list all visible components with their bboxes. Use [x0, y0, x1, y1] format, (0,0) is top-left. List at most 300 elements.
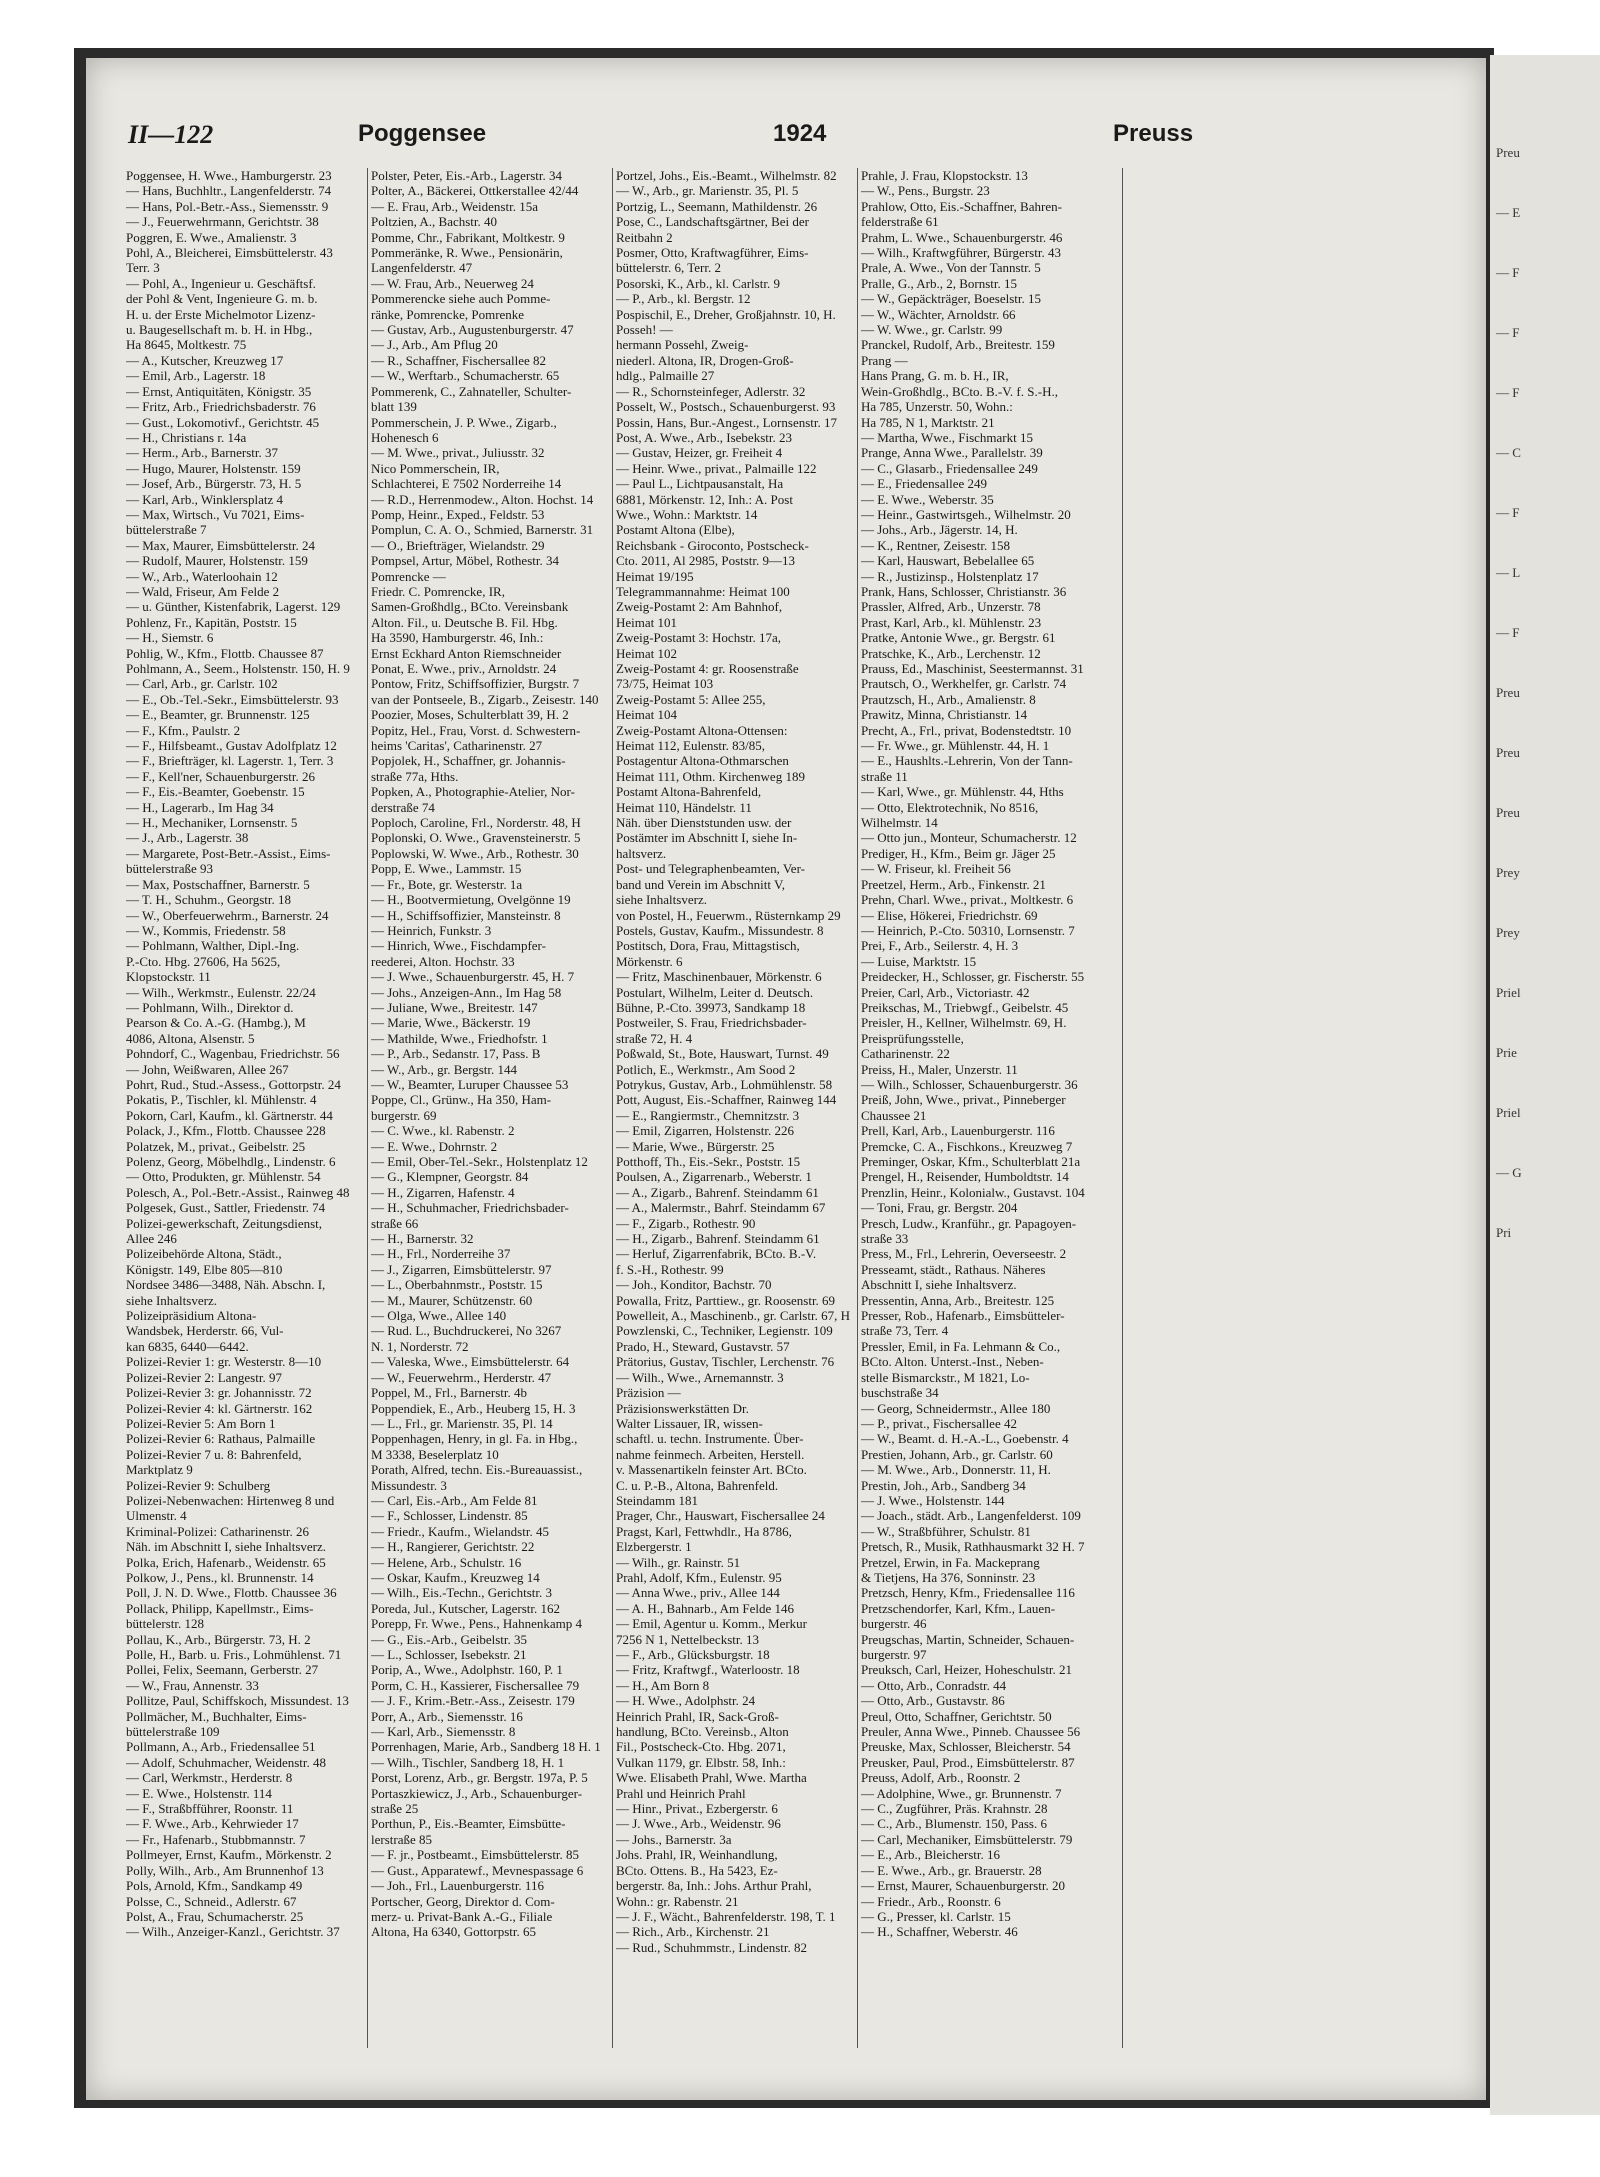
adjacent-page-fragment: — G: [1496, 1165, 1522, 1180]
directory-entry: Pommerenk, C., Zahnateller, Schulter-: [371, 383, 572, 399]
directory-entry: Pohndorf, C., Wagenbau, Friedrichstr. 56: [126, 1046, 340, 1062]
directory-entry: Polizei-Revier 1: gr. Westerstr. 8—10: [126, 1354, 322, 1370]
directory-entry: — H., Rangierer, Gerichtstr. 22: [371, 1539, 535, 1555]
directory-entry: Post, A. Wwe., Arb., Isebekstr. 23: [616, 429, 792, 445]
directory-entry: Wandsbek, Herderstr. 66, Vul-: [126, 1323, 284, 1339]
directory-entry: Posselt, W., Postsch., Schauenburgerst. 93: [616, 399, 836, 415]
directory-entry: — Joh., Frl., Lauenburgerstr. 116: [371, 1878, 544, 1894]
directory-entry: Näh. im Abschnitt I, siehe Inhaltsverz.: [126, 1539, 327, 1555]
directory-entry: Klopstockstr. 11: [126, 969, 211, 985]
directory-entry: — H., Am Born 8: [616, 1677, 710, 1693]
directory-entry: — Otto, Arb., Conradstr. 44: [861, 1677, 1007, 1693]
directory-entry: u. Baugesellschaft m. b. H. in Hbg.,: [126, 322, 313, 338]
directory-entry: Prado, H., Steward, Gustavstr. 57: [616, 1338, 790, 1354]
directory-entry: Portscher, Georg, Direktor d. Com-: [371, 1893, 555, 1909]
directory-entry: — W., Frau, Annenstr. 33: [126, 1677, 259, 1693]
directory-entry: — L., Schlosser, Isebekstr. 21: [371, 1647, 527, 1662]
directory-entry: Premcke, C. A., Fischkons., Kreuzweg 7: [861, 1138, 1073, 1154]
directory-entry: Catharinenstr. 22: [861, 1046, 950, 1062]
directory-entry: — W., Arb., gr. Marienstr. 35, Pl. 5: [616, 183, 799, 199]
directory-entry: — Paul L., Lichtpausanstalt, Ha: [616, 476, 784, 492]
directory-entry: blatt 139: [371, 399, 417, 415]
directory-entry: — Max, Wirtsch., Vu 7021, Eims-: [126, 506, 305, 522]
directory-entry: Cto. 2011, Al 2985, Poststr. 9—13: [616, 553, 796, 569]
directory-entry: — Josef, Arb., Bürgerstr. 73, H. 5: [126, 476, 302, 492]
directory-entry: — Pohlmann, Wilh., Direktor d.: [126, 999, 294, 1015]
directory-entry: Kriminal-Polizei: Catharinenstr. 26: [126, 1523, 310, 1539]
column-5: [1126, 168, 1366, 2068]
directory-entry: Polizei-gewerkschaft, Zeitungsdienst,: [126, 1215, 323, 1231]
directory-entry: Poltzien, A., Bachstr. 40: [371, 214, 498, 230]
directory-entry: — W., Wächter, Arnoldstr. 66: [861, 306, 1016, 322]
directory-entry: — R., Justizinsp., Holstenplatz 17: [861, 568, 1039, 584]
directory-entry: Ulmenstr. 4: [126, 1508, 187, 1524]
directory-entry: Polatzek, M., privat., Geibelstr. 25: [126, 1138, 306, 1154]
directory-entry: Poßwald, St., Bote, Hauswart, Turnst. 49: [616, 1046, 829, 1062]
directory-entry: Pompsel, Artur, Möbel, Rothestr. 34: [371, 553, 559, 569]
directory-entry: — Hugo, Maurer, Holstenstr. 159: [126, 460, 301, 476]
directory-entry: — Otto, Arb., Gustavstr. 86: [861, 1693, 1005, 1709]
directory-entry: Preugschas, Martin, Schneider, Schauen-: [861, 1631, 1075, 1647]
directory-entry: — H., Frl., Norderreihe 37: [371, 1246, 511, 1262]
directory-entry: — Wilh., Wwe., Arnemannstr. 3: [616, 1369, 784, 1385]
directory-entry: Prawitz, Minna, Christianstr. 14: [861, 707, 1028, 723]
directory-entry: Poplowski, W. Wwe., Arb., Rothestr. 30: [371, 845, 579, 861]
adjacent-page-fragment: — F: [1496, 385, 1520, 400]
directory-entry: Königstr. 149, Elbe 805—810: [126, 1261, 283, 1277]
directory-entry: Präzisionswerkstätten Dr.: [616, 1400, 749, 1416]
directory-entry: — Ernst, Maurer, Schauenburgerstr. 20: [861, 1878, 1065, 1894]
directory-entry: Portaszkiewicz, J., Arb., Schauenburger-: [371, 1785, 583, 1801]
directory-entry: Preisler, H., Kellner, Wilhelmstr. 69, H.: [861, 1015, 1067, 1031]
directory-entry: Preiss, H., Maler, Unzerstr. 11: [861, 1061, 1018, 1077]
directory-entry: — Gustav, Heizer, gr. Freiheit 4: [616, 445, 783, 461]
directory-entry: — Max, Postschaffner, Barnerstr. 5: [126, 876, 310, 892]
directory-entry: Pralle, G., Arb., 2, Bornstr. 15: [861, 275, 1017, 291]
directory-entry: Heinrich Prahl, IR, Sack-Groß-: [616, 1708, 779, 1724]
directory-entry: — Heinr., Gastwirtsgeh., Wilhelmstr. 20: [861, 506, 1071, 522]
directory-entry: Johs. Prahl, IR, Weinhandlung,: [616, 1847, 778, 1863]
directory-entry: — Georg, Schneidermstr., Allee 180: [861, 1400, 1051, 1416]
directory-entry: Ponat, E. Wwe., priv., Arnoldstr. 24: [371, 661, 557, 676]
directory-entry: Chaussee 21: [861, 1107, 927, 1123]
directory-entry: Nico Pommerschein, IR,: [371, 460, 500, 476]
directory-entry: — Fritz, Maschinenbauer, Mörkenstr. 6: [616, 969, 822, 985]
directory-entry: — C., Arb., Blumenstr. 150, Pass. 6: [861, 1816, 1047, 1832]
directory-entry: — F. jr., Postbeamt., Eimsbüttelerstr. 85: [371, 1847, 580, 1863]
directory-entry: büttelerstraße 7: [126, 522, 207, 538]
adjacent-page-fragment: — F: [1496, 265, 1520, 280]
directory-entry: Wilhelmstr. 14: [861, 815, 938, 831]
directory-entry: — Adolphine, Wwe., gr. Brunnenstr. 7: [861, 1785, 1062, 1801]
directory-entry: Posorski, K., Arb., kl. Carlstr. 9: [616, 275, 780, 291]
directory-entry: Missundestr. 3: [371, 1477, 447, 1493]
directory-entry: Prahl und Heinrich Prahl: [616, 1785, 746, 1801]
directory-entry: Polizei-Revier 3: gr. Johannisstr. 72: [126, 1385, 312, 1401]
directory-entry: — W., Beamt. d. H.-A.-L., Goebenstr. 4: [861, 1431, 1069, 1447]
directory-entry: — A., Zigarb., Bahrenf. Steindamm 61: [616, 1184, 819, 1200]
directory-entry: felderstraße 61: [861, 214, 939, 230]
directory-entry: Prediger, H., Kfm., Beim gr. Jäger 25: [861, 845, 1056, 861]
directory-entry: Poppendiek, E., Arb., Heuberg 15, H. 3: [371, 1400, 576, 1416]
directory-entry: — Wilh., gr. Rainstr. 51: [616, 1554, 741, 1570]
directory-entry: Prautzsch, H., Arb., Amalienstr. 8: [861, 691, 1036, 707]
directory-entry: — G., Klempner, Georgstr. 84: [371, 1169, 529, 1185]
directory-entry: Altona, Ha 6340, Gottorpstr. 65: [371, 1924, 537, 1940]
directory-entry: — Valeska, Wwe., Eimsbüttelerstr. 64: [371, 1354, 570, 1370]
directory-entry: — G., Eis.-Arb., Geibelstr. 35: [371, 1631, 527, 1647]
directory-entry: — T. H., Schuhm., Georgstr. 18: [126, 892, 292, 908]
directory-entry: Poplonski, O. Wwe., Gravensteinerstr. 5: [371, 830, 581, 846]
directory-entry: Pretzel, Erwin, in Fa. Mackeprang: [861, 1554, 1040, 1570]
directory-entry: — W., Arb., gr. Bergstr. 144: [371, 1061, 518, 1077]
directory-entry: — John, Weißwaren, Allee 267: [126, 1061, 289, 1077]
directory-entry: — H., Schaffner, Weberstr. 46: [861, 1924, 1018, 1940]
directory-entry: — E. Wwe., Arb., gr. Brauerstr. 28: [861, 1862, 1042, 1878]
directory-entry: — J. F., Wächt., Bahrenfelderstr. 198, T. 1: [616, 1908, 836, 1924]
directory-entry: burgerstr. 97: [861, 1647, 927, 1662]
directory-entry: Poppenhagen, Henry, in gl. Fa. in Hbg.,: [371, 1431, 578, 1447]
directory-entry: Walter Lissauer, IR, wissen-: [616, 1415, 763, 1431]
directory-entry: Powzlenski, C., Techniker, Legienstr. 109: [616, 1323, 833, 1339]
directory-entry: Preusker, Paul, Prod., Eimsbüttelerstr. 87: [861, 1754, 1075, 1770]
directory-entry: straße 66: [371, 1215, 419, 1231]
directory-entry: Telegrammannahme: Heimat 100: [616, 583, 790, 599]
directory-entry: — u. Günther, Kistenfabrik, Lagerst. 129: [126, 599, 341, 615]
column-4: [861, 168, 1101, 2068]
directory-entry: Allee 246: [126, 1231, 177, 1247]
directory-entry: — H., Bootvermietung, Ovelgönne 19: [371, 892, 571, 908]
directory-entry: Pressler, Emil, in Fa. Lehmann & Co.,: [861, 1338, 1061, 1354]
directory-entry: Polenz, Georg, Möbelhdlg., Lindenstr. 6: [126, 1154, 336, 1169]
directory-entry: Preminger, Oskar, Kfm., Schulterblatt 21a: [861, 1154, 1081, 1169]
directory-entry: — J., Zigarren, Eimsbüttelerstr. 97: [371, 1261, 552, 1277]
directory-entry: — E. Wwe., Holstenstr. 114: [126, 1785, 272, 1801]
directory-entry: — Emil, Agentur u. Komm., Merkur: [616, 1616, 808, 1632]
directory-entry: — Olga, Wwe., Allee 140: [371, 1308, 507, 1324]
directory-entry: Pohlenz, Fr., Kapitän, Poststr. 15: [126, 614, 297, 630]
adjacent-page-fragment: Preu: [1496, 745, 1520, 760]
directory-entry: — F., Straßbfführer, Roonstr. 11: [126, 1801, 294, 1817]
directory-entry: — R., Schornsteinfeger, Adlerstr. 32: [616, 383, 806, 399]
directory-entry: — Karl, Arb., Winklersplatz 4: [126, 491, 284, 507]
directory-entry: Pragst, Karl, Fettwhdlr., Ha 8786,: [616, 1523, 792, 1539]
directory-entry: — W., Kommis, Friedenstr. 58: [126, 922, 286, 938]
directory-entry: — W., Arb., Waterloohain 12: [126, 568, 278, 584]
header-last-entry: Preuss: [1113, 120, 1194, 147]
directory-entry: — F., Eis.-Beamter, Goebenstr. 15: [126, 784, 305, 800]
directory-page: [86, 58, 1486, 2100]
directory-entry: — Otto, Elektrotechnik, No 8516,: [861, 799, 1039, 815]
directory-entry: — Adolf, Schuhmacher, Weidenstr. 48: [126, 1754, 327, 1770]
directory-entry: — Gust., Lokomotivf., Gerichtstr. 45: [126, 414, 320, 430]
directory-entry: hermann Possehl, Zweig-: [616, 337, 749, 353]
directory-entry: — Rudolf, Maurer, Holstenstr. 159: [126, 553, 308, 569]
directory-entry: 4086, Altona, Alsenstr. 5: [126, 1030, 255, 1046]
directory-entry: Poploch, Caroline, Frl., Norderstr. 48, H: [371, 815, 581, 831]
directory-entry: P.-Cto. Hbg. 27606, Ha 5625,: [126, 953, 281, 969]
directory-entry: büttelerstr. 6, Terr. 2: [616, 260, 721, 276]
directory-entry: büttelerstraße 93: [126, 861, 213, 877]
directory-entry: Popp, E. Wwe., Lammstr. 15: [371, 861, 522, 877]
directory-entry: Heimat 104: [616, 707, 678, 723]
directory-entry: — O., Briefträger, Wielandstr. 29: [371, 537, 545, 553]
directory-entry: Pratschke, K., Arb., Lerchenstr. 12: [861, 645, 1041, 661]
directory-entry: Poggren, E. Wwe., Amalienstr. 3: [126, 229, 297, 245]
directory-entry: siehe Inhaltsverz.: [126, 1292, 217, 1308]
directory-entry: Zweig-Postamt 4: gr. Roosenstraße: [616, 661, 799, 676]
directory-entry: — C., Zugführer, Präs. Krahnstr. 28: [861, 1801, 1048, 1817]
directory-entry: schaftl. u. techn. Instrumente. Über-: [616, 1431, 804, 1447]
directory-entry: Posseh! —: [616, 322, 673, 338]
directory-entry: — Karl, Hauswart, Bebelallee 65: [861, 553, 1035, 569]
directory-entry: Samen-Großhdlg., BCto. Vereinsbank: [371, 599, 569, 615]
directory-entry: Prager, Chr., Hauswart, Fischersallee 24: [616, 1508, 825, 1524]
directory-entry: Prast, Karl, Arb., kl. Mühlenstr. 23: [861, 614, 1042, 630]
directory-entry: — W., Oberfeuerwehrm., Barnerstr. 24: [126, 907, 329, 923]
directory-entry: Postels, Gustav, Kaufm., Missundestr. 8: [616, 922, 824, 938]
directory-entry: — W., Werftarb., Schumacherstr. 65: [371, 368, 560, 384]
directory-entry: Poppel, M., Frl., Barnerstr. 4b: [371, 1385, 527, 1401]
directory-entry: BCto. Alton. Unterst.-Inst., Neben-: [861, 1354, 1044, 1370]
adjacent-page-fragment: Prie: [1496, 1045, 1517, 1060]
adjacent-page-edge: [1490, 55, 1600, 2115]
directory-entry: — Wilh., Werkmstr., Eulenstr. 22/24: [126, 984, 316, 1000]
adjacent-page-fragment: Pri: [1496, 1225, 1512, 1240]
directory-entry: Prestin, Joh., Arb., Sandberg 34: [861, 1477, 1026, 1493]
directory-entry: — Marie, Wwe., Bürgerstr. 25: [616, 1138, 775, 1154]
directory-entry: — Margarete, Post-Betr.-Assist., Eims-: [126, 845, 331, 861]
directory-entry: Possin, Hans, Bur.-Angest., Lornsenstr. 17: [616, 414, 837, 430]
directory-entry: Pohlmann, A., Seem., Holstenstr. 150, H. 9: [126, 661, 350, 676]
directory-entry: Polka, Erich, Hafenarb., Weidenstr. 65: [126, 1554, 326, 1570]
directory-entry: — F., Hilfsbeamt., Gustav Adolfplatz 12: [126, 738, 337, 754]
directory-entry: Wwe. Elisabeth Prahl, Wwe. Martha: [616, 1770, 807, 1786]
directory-entry: Porm, C. H., Kassierer, Fischersallee 79: [371, 1677, 580, 1693]
directory-entry: Popjolek, H., Schaffner, gr. Johannis-: [371, 753, 566, 769]
directory-entry: — Friedr., Arb., Roonstr. 6: [861, 1893, 1001, 1909]
directory-entry: — E., Ob.-Tel.-Sekr., Eimsbüttelerstr. 93: [126, 691, 339, 707]
directory-entry: Prätorius, Gustav, Tischler, Lerchenstr. 76: [616, 1354, 835, 1370]
directory-entry: lerstraße 85: [371, 1831, 433, 1847]
directory-entry: — Hinrich, Wwe., Fischdampfer-: [371, 938, 546, 954]
directory-entry: Präzision —: [616, 1385, 681, 1401]
directory-entry: Pohl, A., Bleicherei, Eimsbüttelerstr. 43: [126, 245, 333, 261]
directory-entry: — J. Wwe., Schauenburgerstr. 45, H. 7: [371, 969, 575, 985]
directory-entry: Preier, Carl, Arb., Victoriastr. 42: [861, 984, 1030, 1000]
directory-entry: 6881, Mörkenstr. 12, Inh.: A. Post: [616, 491, 793, 507]
directory-entry: — F., Zigarb., Rothestr. 90: [616, 1215, 756, 1231]
directory-entry: Pohlig, W., Kfm., Flottb. Chaussee 87: [126, 645, 324, 661]
directory-entry: — W., Beamter, Luruper Chaussee 53: [371, 1076, 569, 1092]
directory-entry: — Heinrich, P.-Cto. 50310, Lornsenstr. 7: [861, 922, 1075, 938]
directory-entry: — Johs., Anzeigen-Ann., Im Hag 58: [371, 984, 562, 1000]
directory-entry: — W., Feuerwehrm., Herderstr. 47: [371, 1369, 552, 1385]
directory-entry: — R., Schaffner, Fischersallee 82: [371, 352, 547, 368]
directory-entry: — Joh., Konditor, Bachstr. 70: [616, 1277, 772, 1293]
directory-entry: Polly, Wilh., Arb., Am Brunnenhof 13: [126, 1862, 324, 1878]
directory-entry: — Anna Wwe., priv., Allee 144: [616, 1585, 780, 1601]
directory-entry: straße 33: [861, 1231, 909, 1247]
directory-entry: Polizei-Revier 2: Langestr. 97: [126, 1369, 282, 1385]
directory-entry: — Pohlmann, Walther, Dipl.-Ing.: [126, 938, 300, 954]
directory-entry: Polizeipräsidium Altona-: [126, 1308, 257, 1324]
directory-entry: — Ernst, Antiquitäten, Königstr. 35: [126, 383, 312, 399]
directory-entry: v. Massenartikeln feinster Art. BCto.: [616, 1462, 807, 1478]
directory-entry: Porst, Lorenz, Arb., gr. Bergstr. 197a, P. 5: [371, 1770, 588, 1786]
directory-entry: Poozier, Moses, Schulterblatt 39, H. 2: [371, 707, 569, 723]
page-header: [128, 120, 1218, 154]
directory-entry: Heimat 110, Händelstr. 11: [616, 799, 752, 815]
directory-entry: Prestien, Johann, Arb., gr. Carlstr. 60: [861, 1446, 1053, 1462]
directory-entry: merz- u. Privat-Bank A.-G., Filiale: [371, 1908, 553, 1924]
directory-entry: heims 'Caritas', Catharinenstr. 27: [371, 738, 543, 754]
directory-entry: — Fr., Hafenarb., Stubbmannstr. 7: [126, 1831, 306, 1847]
directory-entry: Pretzschendorfer, Karl, Kfm., Lauen-: [861, 1600, 1056, 1616]
directory-entry: Pokatis, P., Tischler, kl. Mühlenstr. 4: [126, 1092, 317, 1108]
directory-entry: — E. Wwe., Dohrnstr. 2: [371, 1138, 498, 1154]
directory-columns: [126, 168, 1486, 2068]
directory-entry: ränke, Pomrencke, Pomrenke: [371, 306, 525, 322]
directory-entry: — J., Arb., Lagerstr. 38: [126, 830, 249, 846]
directory-entry: Porrenhagen, Marie, Arb., Sandberg 18 H. 1: [371, 1739, 601, 1755]
directory-entry: straße 77a, Hths.: [371, 768, 459, 784]
directory-entry: Poll, J. N. D. Wwe., Flottb. Chaussee 36: [126, 1585, 337, 1601]
directory-entry: — F. Wwe., Arb., Kehrwieder 17: [126, 1816, 299, 1832]
directory-entry: — E., Rangiermstr., Chemnitzstr. 3: [616, 1107, 800, 1123]
directory-entry: Polizei-Revier 5: Am Born 1: [126, 1415, 276, 1431]
directory-entry: Prautsch, O., Werkhelfer, gr. Carlstr. 74: [861, 676, 1067, 692]
directory-entry: — Elise, Hökerei, Friedrichstr. 69: [861, 907, 1038, 923]
directory-entry: Polizei-Revier 6: Rathaus, Palmaille: [126, 1431, 316, 1447]
directory-entry: Postämter im Abschnitt I, siehe In-: [616, 830, 798, 846]
directory-entry: Prahlow, Otto, Eis.-Schaffner, Bahren-: [861, 198, 1062, 214]
directory-entry: Portzel, Johs., Eis.-Beamt., Wilhelmstr. 82: [616, 168, 837, 183]
directory-entry: Prell, Karl, Arb., Lauenburgerstr. 116: [861, 1123, 1055, 1139]
directory-entry: Poreda, Jul., Kutscher, Lagerstr. 162: [371, 1600, 561, 1616]
directory-entry: — E., Arb., Bleicherstr. 16: [861, 1847, 1001, 1863]
directory-entry: Pollei, Felix, Seemann, Gerberstr. 27: [126, 1662, 319, 1678]
directory-entry: — Friedr., Kaufm., Wielandstr. 45: [371, 1523, 549, 1539]
directory-entry: Postweiler, S. Frau, Friedrichsbader-: [616, 1015, 807, 1031]
directory-entry: Preidecker, H., Schlosser, gr. Fischerstr. 55: [861, 969, 1085, 985]
directory-entry: — Karl, Arb., Siemensstr. 8: [371, 1724, 516, 1740]
directory-entry: — Juliane, Wwe., Breitestr. 147: [371, 999, 538, 1015]
directory-entry: H. u. der Erste Michelmotor Lizenz-: [126, 306, 316, 322]
directory-entry: Näh. über Dienststunden usw. der: [616, 815, 792, 831]
directory-entry: — E., Beamter, gr. Brunnenstr. 125: [126, 707, 310, 723]
directory-entry: Polter, A., Bäckerei, Ottkerstallee 42/44: [371, 183, 579, 199]
directory-entry: — J., Feuerwehrmann, Gerichtstr. 38: [126, 214, 319, 230]
directory-entry: — H., Mechaniker, Lornsenstr. 5: [126, 815, 298, 831]
directory-entry: Polack, J., Kfm., Flottb. Chaussee 228: [126, 1123, 326, 1139]
directory-entry: Pols, Arnold, Kfm., Sandkamp 49: [126, 1878, 303, 1894]
directory-entry: — Wilh., Schlosser, Schauenburgerstr. 36: [861, 1076, 1078, 1092]
directory-entry: Prale, A. Wwe., Von der Tannstr. 5: [861, 260, 1041, 276]
adjacent-page-fragment: Prey: [1496, 925, 1520, 940]
directory-entry: — Herm., Arb., Barnerstr. 37: [126, 445, 279, 461]
directory-entry: stelle Bismarckstr., M 1821, Lo-: [861, 1369, 1030, 1385]
directory-entry: — W. Friseur, kl. Freiheit 56: [861, 861, 1011, 877]
directory-entry: burgerstr. 46: [861, 1616, 927, 1632]
directory-entry: — E., Friedensallee 249: [861, 476, 987, 492]
directory-entry: Prassler, Alfred, Arb., Unzerstr. 78: [861, 599, 1041, 615]
directory-entry: Preul, Otto, Schaffner, Gerichtstr. 50: [861, 1708, 1052, 1724]
directory-entry: — W. Frau, Arb., Neuerweg 24: [371, 275, 534, 291]
directory-entry: — R.D., Herrenmodew., Alton. Hochst. 14: [371, 491, 594, 507]
directory-entry: buschstraße 34: [861, 1385, 939, 1401]
directory-entry: Nordsee 3486—3488, Näh. Abschn. I,: [126, 1277, 326, 1293]
adjacent-page-fragment: Preu: [1496, 805, 1520, 820]
directory-entry: Prengel, H., Reisender, Humboldtstr. 14: [861, 1169, 1069, 1185]
directory-entry: Poggensee, H. Wwe., Hamburgerstr. 23: [126, 168, 332, 183]
directory-entry: Polgesek, Gust., Sattler, Friedenstr. 74: [126, 1200, 326, 1216]
directory-entry: — Joach., städt. Arb., Langenfelderst. 109: [861, 1508, 1081, 1524]
directory-entry: — H. Wwe., Adolphstr. 24: [616, 1693, 756, 1709]
directory-entry: — J. Wwe., Holstenstr. 144: [861, 1492, 1005, 1508]
header-first-entry: Poggensee: [358, 120, 487, 147]
directory-entry: Pranckel, Rudolf, Arb., Breitestr. 159: [861, 337, 1055, 353]
directory-entry: Heimat 19/195: [616, 568, 694, 584]
directory-entry: Prahle, J. Frau, Klopstockstr. 13: [861, 168, 1028, 183]
adjacent-page-fragment: Prey: [1496, 865, 1520, 880]
directory-entry: reederei, Alton. Hochstr. 33: [371, 953, 515, 969]
directory-entry: kan 6835, 6440—6442.: [126, 1338, 249, 1354]
directory-entry: — Pohl, A., Ingenieur u. Geschäftsf.: [126, 275, 316, 291]
directory-entry: — Johs., Arb., Jägerstr. 14, H.: [861, 522, 1018, 538]
directory-entry: Prenzlin, Heinr., Kolonialw., Gustavst. 104: [861, 1184, 1085, 1200]
directory-entry: Zweig-Postamt Altona-Ottensen:: [616, 722, 788, 738]
directory-entry: — Wilh., Kraftwgführer, Bürgerstr. 43: [861, 245, 1061, 261]
directory-entry: — F., Schlosser, Lindenstr. 85: [371, 1508, 528, 1524]
directory-entry: — Rud. L., Buchdruckerei, No 3267: [371, 1323, 562, 1339]
directory-entry: — Marie, Wwe., Bäckerstr. 19: [371, 1015, 531, 1031]
directory-entry: Fil., Postscheck-Cto. Hbg. 2071,: [616, 1739, 786, 1755]
directory-entry: Preuske, Max, Schlosser, Bleicherstr. 54: [861, 1739, 1071, 1755]
directory-entry: M 3338, Beselerplatz 10: [371, 1446, 499, 1462]
directory-entry: Powalla, Fritz, Parttiew., gr. Roosenstr. 69: [616, 1292, 836, 1308]
adjacent-page-fragment: — F: [1496, 505, 1520, 520]
directory-entry: — H., Schiffsoffizier, Mansteinstr. 8: [371, 907, 561, 923]
directory-entry: — Emil, Arb., Lagerstr. 18: [126, 368, 266, 384]
directory-entry: — Heinrich, Funkstr. 3: [371, 922, 492, 938]
directory-entry: Vulkan 1179, gr. Elbstr. 58, Inh.:: [616, 1754, 786, 1770]
directory-entry: Ha 8645, Moltkestr. 75: [126, 337, 247, 353]
directory-entry: Ha 3590, Hamburgerstr. 46, Inh.:: [371, 630, 544, 646]
directory-entry: Pollau, K., Arb., Bürgerstr. 73, H. 2: [126, 1631, 311, 1647]
directory-entry: — Herluf, Zigarrenfabrik, BCto. B.-V.: [616, 1246, 817, 1262]
directory-entry: — C., Glasarb., Friedensallee 249: [861, 460, 1038, 476]
directory-entry: Pose, C., Landschaftsgärtner, Bei der: [616, 214, 809, 230]
directory-entry: Presseamt, städt., Rathaus. Näheres: [861, 1261, 1046, 1277]
directory-entry: — Toni, Frau, gr. Bergstr. 204: [861, 1200, 1018, 1216]
directory-entry: Postagentur Altona-Othmarschen: [616, 753, 789, 769]
directory-entry: Pollmann, A., Arb., Friedensallee 51: [126, 1739, 316, 1755]
directory-entry: Bühne, P.-Cto. 39973, Sandkamp 18: [616, 999, 806, 1015]
header-year: 1924: [773, 120, 827, 147]
directory-entry: Postamt Altona-Bahrenfeld,: [616, 784, 762, 800]
directory-entry: büttelerstr. 128: [126, 1616, 204, 1632]
directory-entry: Pearson & Co. A.-G. (Hambg.), M: [126, 1015, 306, 1031]
directory-entry: Postitsch, Dora, Frau, Mittagstisch,: [616, 938, 800, 954]
directory-entry: — Heinr. Wwe., privat., Palmaille 122: [616, 460, 817, 476]
directory-entry: Abschnitt I, siehe Inhaltsverz.: [861, 1277, 1017, 1293]
directory-entry: — G., Presser, kl. Carlstr. 15: [861, 1908, 1011, 1924]
directory-entry: Zweig-Postamt 3: Hochstr. 17a,: [616, 630, 782, 646]
directory-entry: Langenfelderstr. 47: [371, 260, 473, 276]
directory-entry: Hohenesch 6: [371, 429, 439, 445]
adjacent-page-fragment: — E: [1496, 205, 1521, 220]
